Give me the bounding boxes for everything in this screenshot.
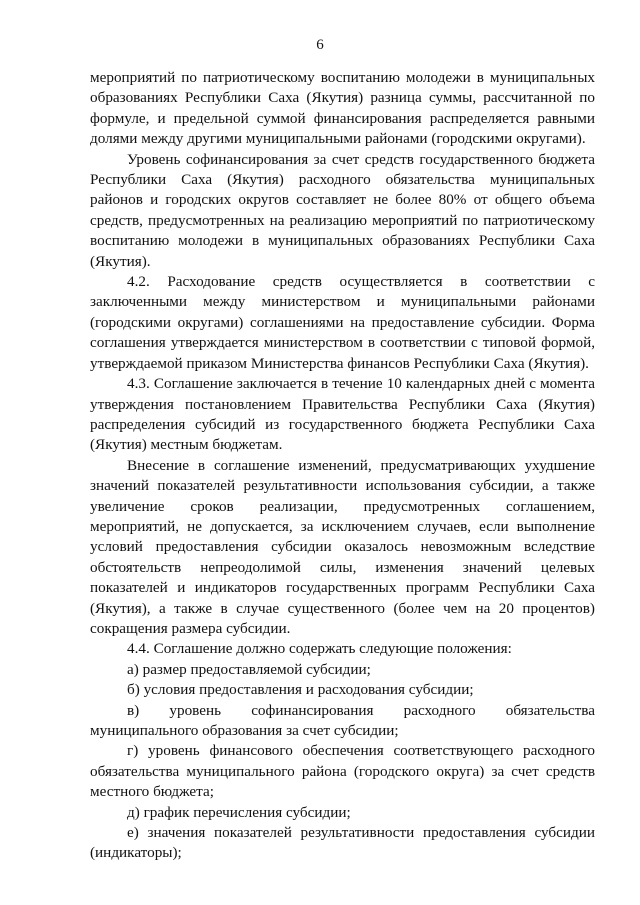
paragraph: Уровень софинансирования за счет средств государственного бюджета Республики Саха (Якутия) расходного обязательства муниципальных районов и городских округов составляет не более 80% от общего объема средств, предусмотренных на реализацию мероприятий по патриотическому воспитанию молодежи в муниципальных образованиях Республики Саха (Якутия). bbox=[90, 150, 595, 270]
list-item: г) уровень финансового обеспечения соответствующего расходного обязательства муниципального района (городского округа) за счет средств местного бюджета; bbox=[90, 742, 595, 801]
paragraph: 4.2. Расходование средств осуществляется в соответствии с заключенными между министерством и муниципальными районами (городскими округами) соглашениями на предоставление субсидии. Форма соглашения утверждается министерством в соответствии с типовой формой, утверждаемой приказом Министерства финансов Республики Саха (Якутия). bbox=[90, 273, 595, 372]
page-number: 6 bbox=[316, 37, 324, 53]
list-item: е) значения показателей результативности предоставления субсидии (индикаторы); bbox=[90, 824, 595, 862]
document-body bbox=[90, 68, 595, 864]
paragraph: 4.3. Соглашение заключается в течение 10 календарных дней с момента утверждения постановлением Правительства Республики Саха (Якутия) распределения субсидий из государственного бюджета Республики Саха (Якутия) местным бюджетам. bbox=[90, 375, 595, 454]
list-item: б) условия предоставления и расходования субсидии; bbox=[127, 681, 474, 699]
list-item: а) размер предоставляемой субсидии; bbox=[127, 660, 371, 678]
paragraph: мероприятий по патриотическому воспитанию молодежи в муниципальных образованиях Республики Саха (Якутия) разница суммы, рассчитанной по формуле, и предельной суммой финансирования распределяется равными долями между другими муниципальными районами (городскими округами). bbox=[90, 69, 595, 148]
paragraph: 4.4. Соглашение должно содержать следующие положения: bbox=[127, 640, 512, 658]
paragraph: Внесение в соглашение изменений, предусматривающих ухудшение значений показателей результативности использования субсидии, а также увеличение сроков реализации, предусмотренных соглашением, мероприятий, не допускается, за исключением случаев, если выполнение условий предоставления субсидии оказалось невозможным вследствие обстоятельств непреодолимой силы, изменения значений целевых показателей и индикаторов государственных программ Республики Саха (Якутия), а также в случае существенного (более чем на 20 процентов) сокращения размера субсидии. bbox=[90, 456, 595, 637]
list-item: д) график перечисления субсидии; bbox=[127, 803, 351, 821]
list-item: в) уровень софинансирования расходного обязательства муниципального образования за счет субсидии; bbox=[90, 701, 595, 739]
